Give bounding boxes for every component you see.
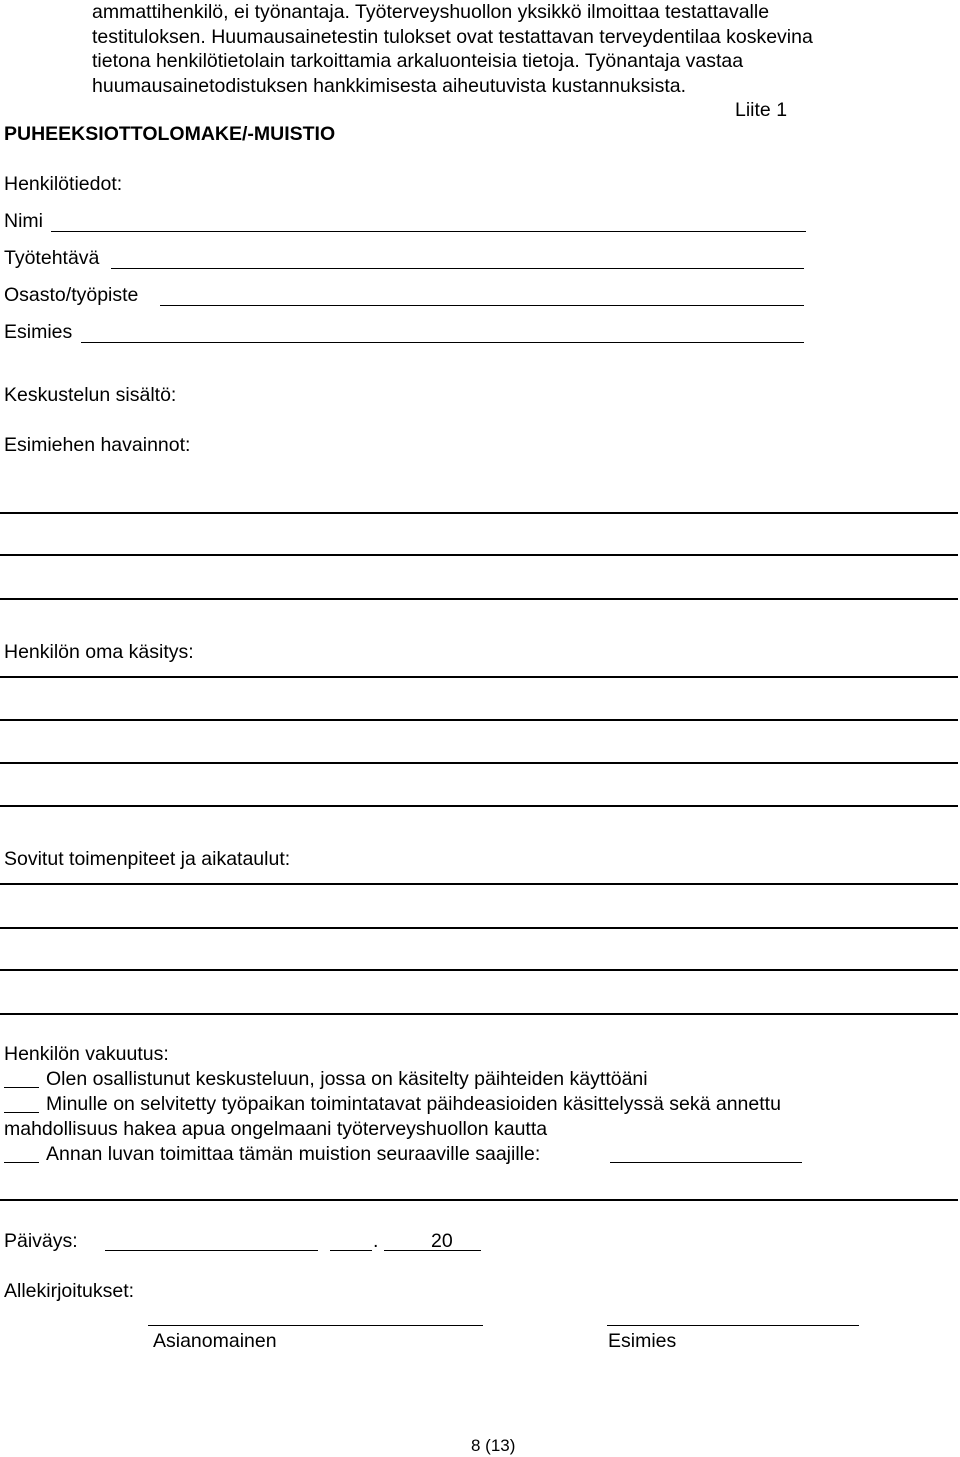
person-view-line-4[interactable] bbox=[0, 805, 958, 807]
form-title: PUHEEKSIOTTOLOMAKE/-MUISTIO bbox=[4, 123, 336, 145]
name-field[interactable] bbox=[51, 231, 806, 232]
recipients-field[interactable] bbox=[610, 1162, 802, 1163]
supervisor-signature-line[interactable] bbox=[607, 1325, 859, 1326]
declaration-check-1[interactable] bbox=[4, 1087, 39, 1088]
department-field[interactable] bbox=[160, 305, 804, 306]
date-day-field[interactable] bbox=[105, 1250, 318, 1251]
observations-line-3[interactable] bbox=[0, 598, 958, 600]
agreed-actions-label: Sovitut toimenpiteet ja aikataulut: bbox=[4, 848, 291, 870]
person-view-label: Henkilön oma käsitys: bbox=[4, 641, 194, 663]
supervisor-field-label: Esimies bbox=[4, 321, 73, 343]
supervisor-signature-label: Esimies bbox=[608, 1330, 677, 1352]
date-year-prefix: 20 bbox=[431, 1230, 453, 1252]
date-month-field[interactable] bbox=[330, 1250, 372, 1251]
actions-line-3[interactable] bbox=[0, 969, 958, 971]
date-separator: . bbox=[373, 1230, 379, 1252]
declaration-item-3: Annan luvan toimittaa tämän muistion seuraaville saajille: bbox=[46, 1143, 541, 1165]
date-label: Päiväys: bbox=[4, 1230, 78, 1252]
signatures-heading: Allekirjoitukset: bbox=[4, 1280, 135, 1302]
declaration-check-3[interactable] bbox=[4, 1162, 39, 1163]
declaration-heading: Henkilön vakuutus: bbox=[4, 1043, 169, 1065]
supervisor-field[interactable] bbox=[81, 342, 804, 343]
intro-line-2: testituloksen. Huumausainetestin tulokset ovat testattavan terveydentilaa koskevina bbox=[92, 26, 813, 48]
recipients-line[interactable] bbox=[0, 1199, 958, 1201]
declaration-item-1: Olen osallistunut keskusteluun, jossa on käsitelty päihteiden käyttöäni bbox=[46, 1068, 648, 1090]
party-signature-line[interactable] bbox=[148, 1325, 483, 1326]
observations-line-2[interactable] bbox=[0, 554, 958, 556]
task-label: Työtehtävä bbox=[4, 247, 100, 269]
page-number: 8 (13) bbox=[471, 1436, 516, 1455]
task-field[interactable] bbox=[111, 268, 804, 269]
party-signature-label: Asianomainen bbox=[153, 1330, 277, 1352]
declaration-item-2-continued: mahdollisuus hakea apua ongelmaani työterveyshuollon kautta bbox=[4, 1118, 548, 1140]
declaration-check-2[interactable] bbox=[4, 1112, 39, 1113]
actions-line-2[interactable] bbox=[0, 927, 958, 929]
person-view-line-3[interactable] bbox=[0, 762, 958, 764]
actions-line-4[interactable] bbox=[0, 1013, 958, 1015]
name-label: Nimi bbox=[4, 210, 43, 232]
declaration-item-2: Minulle on selvitetty työpaikan toimintatavat päihdeasioiden käsittelyssä sekä annettu bbox=[46, 1093, 781, 1115]
person-view-line-1[interactable] bbox=[0, 676, 958, 678]
personal-heading: Henkilötiedot: bbox=[4, 173, 123, 195]
department-label: Osasto/työpiste bbox=[4, 284, 139, 306]
appendix-label: Liite 1 bbox=[735, 99, 788, 121]
supervisor-observations-label: Esimiehen havainnot: bbox=[4, 434, 191, 456]
intro-line-4: huumausainetodistuksen hankkimisesta aiheutuvista kustannuksista. bbox=[92, 75, 687, 97]
intro-line-3: tietona henkilötietolain tarkoittamia arkaluonteisia tietoja. Työnantaja vastaa bbox=[92, 50, 744, 72]
intro-line-1: ammattihenkilö, ei työnantaja. Työterveyshuollon yksikkö ilmoittaa testattavalle bbox=[92, 1, 770, 23]
observations-line-1[interactable] bbox=[0, 512, 958, 514]
discussion-heading: Keskustelun sisältö: bbox=[4, 384, 177, 406]
actions-line-1[interactable] bbox=[0, 883, 958, 885]
person-view-line-2[interactable] bbox=[0, 719, 958, 721]
